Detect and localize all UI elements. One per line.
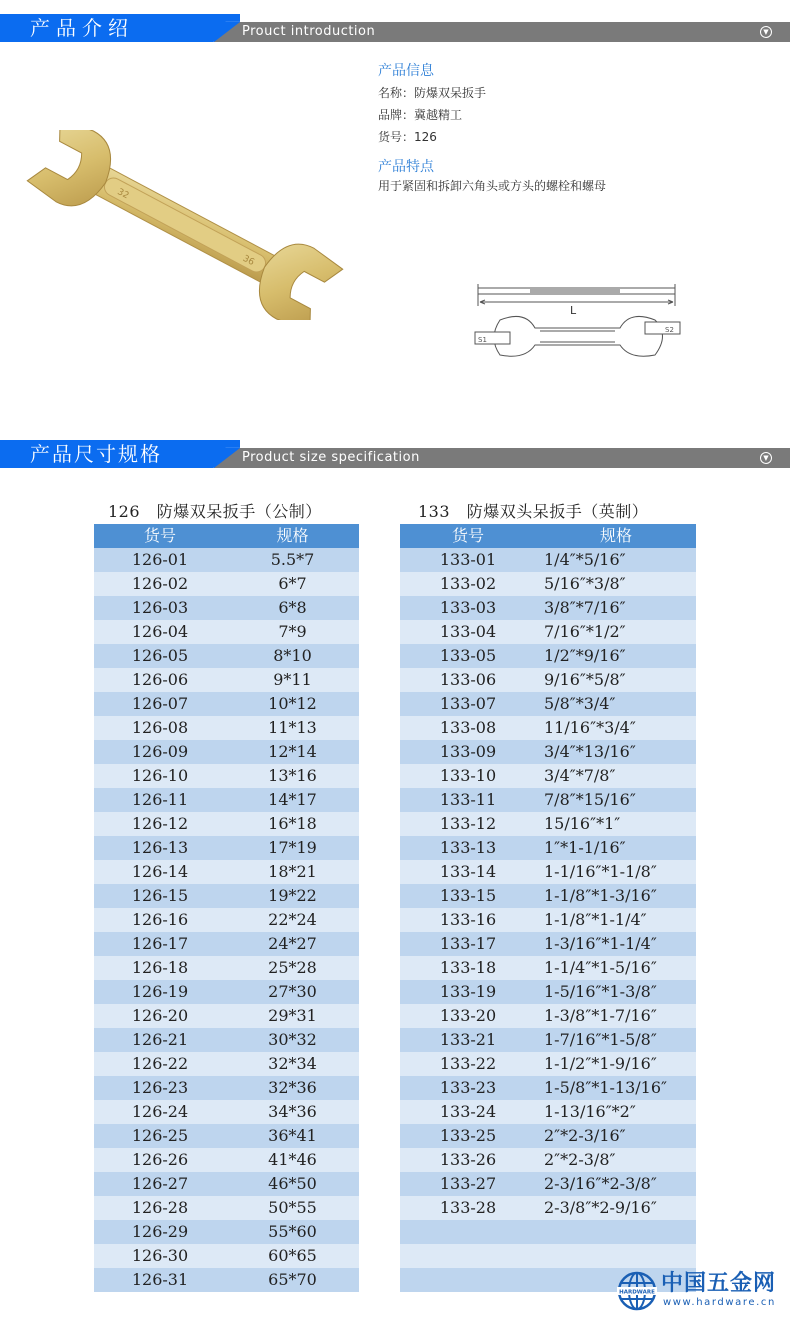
cell-spec: 25*28 bbox=[268, 958, 317, 977]
column-header-spec: 规格 bbox=[599, 526, 632, 545]
section-title-cn: 产品尺寸规格 bbox=[30, 442, 162, 466]
table-row bbox=[94, 548, 359, 572]
table-row bbox=[400, 932, 696, 956]
cell-spec: 10*12 bbox=[268, 694, 317, 713]
cell-item-no: 133-01 bbox=[439, 550, 497, 569]
cell-spec: 1-5/8″*1-13/16″ bbox=[544, 1078, 667, 1097]
cell-spec: 12*14 bbox=[268, 742, 317, 761]
cell-item-no: 133-24 bbox=[439, 1102, 497, 1121]
cell-item-no: 133-23 bbox=[439, 1078, 497, 1097]
cell-item-no: 126-01 bbox=[131, 550, 189, 569]
table-body bbox=[400, 548, 696, 1292]
cell-item-no: 133-08 bbox=[439, 718, 497, 737]
cell-spec: 1-1/8″*1-1/4″ bbox=[544, 910, 647, 929]
cell-spec: 5.5*7 bbox=[270, 550, 315, 569]
cell-spec: 2-3/16″*2-3/8″ bbox=[544, 1174, 657, 1193]
section-title-en: Prouct introduction bbox=[242, 24, 376, 39]
hardware-cn-logo bbox=[617, 1271, 782, 1313]
table-row bbox=[400, 692, 696, 716]
table-row bbox=[400, 740, 696, 764]
table-header bbox=[94, 524, 359, 548]
table-row bbox=[94, 908, 359, 932]
cell-item-no: 133-25 bbox=[439, 1126, 497, 1145]
table-row bbox=[400, 572, 696, 596]
table-row bbox=[400, 812, 696, 836]
table-row bbox=[94, 740, 359, 764]
cell-item-no: 133-09 bbox=[439, 742, 497, 761]
table-row bbox=[94, 1268, 359, 1292]
cell-item-no: 133-26 bbox=[439, 1150, 497, 1169]
table-row bbox=[400, 1028, 696, 1052]
table-row bbox=[94, 644, 359, 668]
svg-text:S2: S2 bbox=[665, 326, 674, 334]
cell-item-no: 133-11 bbox=[439, 790, 497, 809]
cell-item-no: 133-14 bbox=[439, 862, 497, 881]
column-header-item-no: 货号 bbox=[451, 526, 484, 545]
section-header-intro bbox=[0, 14, 790, 44]
cell-spec: 50*55 bbox=[268, 1198, 317, 1217]
table-row bbox=[400, 1172, 696, 1196]
cell-spec: 1/2″*9/16″ bbox=[544, 646, 626, 665]
table-body bbox=[94, 548, 359, 1292]
table-row bbox=[400, 980, 696, 1004]
cell-spec: 1-1/16″*1-1/8″ bbox=[544, 862, 657, 881]
cell-item-no: 126-09 bbox=[131, 742, 189, 761]
cell-item-no: 133-06 bbox=[439, 670, 497, 689]
cell-item-no: 133-07 bbox=[439, 694, 497, 713]
cell-spec: 46*50 bbox=[268, 1174, 317, 1193]
cell-spec: 32*34 bbox=[268, 1054, 317, 1073]
cell-item-no bbox=[400, 1244, 536, 1268]
table-row bbox=[94, 1052, 359, 1076]
cell-spec: 1-1/2″*1-9/16″ bbox=[544, 1054, 657, 1073]
cell-spec: 2″*2-3/16″ bbox=[544, 1126, 626, 1145]
cell-item-no: 133-02 bbox=[439, 574, 497, 593]
cell-item-no: 126-29 bbox=[131, 1222, 189, 1241]
cell-item-no: 126-20 bbox=[131, 1006, 189, 1025]
cell-item-no: 126-18 bbox=[131, 958, 189, 977]
svg-text:32: 32 bbox=[115, 187, 131, 202]
cell-item-no: 126-27 bbox=[131, 1174, 189, 1193]
table-row bbox=[400, 1076, 696, 1100]
cell-spec: 7*9 bbox=[278, 622, 307, 641]
cell-spec: 36*41 bbox=[268, 1126, 317, 1145]
cell-spec: 1-3/8″*1-7/16″ bbox=[544, 1006, 657, 1025]
cell-item-no: 126-03 bbox=[131, 598, 189, 617]
table-row bbox=[400, 908, 696, 932]
cell-spec: 19*22 bbox=[268, 886, 317, 905]
cell-spec: 16*18 bbox=[268, 814, 317, 833]
cell-spec: 2″*2-3/8″ bbox=[544, 1150, 616, 1169]
cell-spec: 30*32 bbox=[268, 1030, 317, 1049]
product-brand: 品牌：冀越精工 bbox=[378, 108, 463, 122]
cell-item-no: 126-13 bbox=[131, 838, 189, 857]
cell-spec: 5/8″*3/4″ bbox=[544, 694, 616, 713]
cell-spec: 9*11 bbox=[273, 670, 312, 689]
table-row bbox=[400, 1124, 696, 1148]
cell-item-no: 133-05 bbox=[439, 646, 497, 665]
cell-item-no: 126-02 bbox=[131, 574, 189, 593]
table-row bbox=[94, 1076, 359, 1100]
cell-item-no: 126-11 bbox=[131, 790, 189, 809]
cell-item-no: 133-21 bbox=[439, 1030, 497, 1049]
cell-spec: 8*10 bbox=[273, 646, 312, 665]
cell-item-no: 133-28 bbox=[439, 1198, 497, 1217]
table-row bbox=[94, 692, 359, 716]
product-item-no: 货号：126 bbox=[378, 130, 437, 144]
table-row bbox=[94, 1028, 359, 1052]
table-row bbox=[400, 956, 696, 980]
globe-icon bbox=[617, 1271, 657, 1311]
product-info-heading: 产品信息 bbox=[378, 63, 434, 79]
chevron-circle-down-icon[interactable]: ▼ bbox=[760, 452, 772, 464]
product-info bbox=[378, 60, 606, 194]
cell-item-no: 133-12 bbox=[439, 814, 497, 833]
cell-item-no: 126-07 bbox=[131, 694, 189, 713]
table-row bbox=[400, 1148, 696, 1172]
cell-item-no: 133-18 bbox=[439, 958, 497, 977]
cell-spec: 11/16″*3/4″ bbox=[544, 718, 636, 737]
cell-spec: 27*30 bbox=[268, 982, 317, 1001]
cell-item-no: 133-13 bbox=[439, 838, 497, 857]
cell-spec: 22*24 bbox=[268, 910, 317, 929]
cell-spec: 17*19 bbox=[268, 838, 317, 857]
cell-item-no: 126-12 bbox=[131, 814, 189, 833]
cell-item-no: 133-17 bbox=[439, 934, 497, 953]
cell-spec: 9/16″*5/8″ bbox=[544, 670, 626, 689]
cell-spec: 6*7 bbox=[278, 574, 307, 593]
table-row bbox=[400, 1100, 696, 1124]
cell-spec bbox=[536, 1220, 696, 1244]
column-header-spec: 规格 bbox=[276, 526, 309, 545]
cell-spec: 29*31 bbox=[268, 1006, 317, 1025]
cell-item-no: 126-10 bbox=[131, 766, 189, 785]
table-row bbox=[400, 716, 696, 740]
table-row bbox=[94, 572, 359, 596]
table-header bbox=[400, 524, 696, 548]
column-header-item-no: 货号 bbox=[143, 526, 176, 545]
cell-item-no: 126-04 bbox=[131, 622, 189, 641]
cell-spec: 7/16″*1/2″ bbox=[544, 622, 626, 641]
cell-spec: 1-5/16″*1-3/8″ bbox=[544, 982, 657, 1001]
table-row bbox=[94, 1004, 359, 1028]
cell-item-no: 133-16 bbox=[439, 910, 497, 929]
table-row bbox=[94, 836, 359, 860]
cell-item-no: 126-26 bbox=[131, 1150, 189, 1169]
svg-text:36: 36 bbox=[240, 253, 256, 269]
cell-spec: 5/16″*3/8″ bbox=[544, 574, 626, 593]
table-row bbox=[94, 932, 359, 956]
cell-spec: 1″*1-1/16″ bbox=[544, 838, 626, 857]
cell-spec: 3/4″*13/16″ bbox=[544, 742, 636, 761]
logo-name: 中国五金网 bbox=[661, 1271, 777, 1296]
table-row bbox=[400, 620, 696, 644]
table-row bbox=[94, 812, 359, 836]
cell-item-no: 126-30 bbox=[131, 1246, 189, 1265]
cell-spec: 6*8 bbox=[278, 598, 307, 617]
table-row bbox=[400, 1052, 696, 1076]
cell-spec: 1-7/16″*1-5/8″ bbox=[544, 1030, 657, 1049]
logo-url: www.hardware.cn bbox=[663, 1297, 776, 1308]
table-row bbox=[94, 1172, 359, 1196]
cell-spec: 41*46 bbox=[268, 1150, 317, 1169]
product-features: 用于紧固和拆卸六角头或方头的螺栓和螺母 bbox=[378, 179, 607, 193]
table-row bbox=[94, 668, 359, 692]
cell-item-no: 126-06 bbox=[131, 670, 189, 689]
cell-spec: 3/4″*7/8″ bbox=[544, 766, 616, 785]
product-features-heading: 产品特点 bbox=[378, 159, 434, 175]
cell-spec: 24*27 bbox=[268, 934, 317, 953]
table-row bbox=[400, 644, 696, 668]
chevron-circle-down-icon[interactable]: ▼ bbox=[760, 26, 772, 38]
cell-spec: 3/8″*7/16″ bbox=[544, 598, 626, 617]
cell-item-no: 133-27 bbox=[439, 1174, 497, 1193]
cell-spec: 18*21 bbox=[268, 862, 317, 881]
table-row bbox=[94, 1244, 359, 1268]
table-row bbox=[94, 1100, 359, 1124]
dimension-diagram bbox=[470, 280, 685, 365]
cell-spec: 1-1/8″*1-3/16″ bbox=[544, 886, 657, 905]
section-title-en: Product size specification bbox=[242, 450, 420, 465]
table-row bbox=[94, 956, 359, 980]
cell-spec: 1-13/16″*2″ bbox=[544, 1102, 636, 1121]
cell-spec: 1-3/16″*1-1/4″ bbox=[544, 934, 657, 953]
cell-item-no: 126-28 bbox=[131, 1198, 189, 1217]
table-caption: 126 防爆双呆扳手（公制） bbox=[108, 502, 322, 521]
wrench-photo bbox=[20, 130, 350, 320]
table-caption: 133 防爆双头呆扳手（英制） bbox=[418, 502, 649, 521]
section-header-spec bbox=[0, 440, 790, 470]
svg-text:HARDWARE: HARDWARE bbox=[619, 1289, 655, 1296]
table-row bbox=[94, 860, 359, 884]
cell-item-no: 126-16 bbox=[131, 910, 189, 929]
table-row bbox=[94, 1124, 359, 1148]
cell-item-no bbox=[400, 1268, 536, 1292]
cell-item-no bbox=[400, 1220, 536, 1244]
table-row bbox=[94, 1220, 359, 1244]
cell-spec: 65*70 bbox=[268, 1270, 317, 1289]
table-row bbox=[94, 788, 359, 812]
table-row bbox=[94, 884, 359, 908]
table-row bbox=[94, 764, 359, 788]
cell-item-no: 133-04 bbox=[439, 622, 497, 641]
cell-item-no: 126-14 bbox=[131, 862, 189, 881]
cell-spec: 34*36 bbox=[268, 1102, 317, 1121]
cell-spec bbox=[536, 1244, 696, 1268]
table-row bbox=[94, 716, 359, 740]
cell-item-no: 126-17 bbox=[131, 934, 189, 953]
table-row bbox=[400, 1220, 696, 1244]
svg-text:S1: S1 bbox=[478, 336, 487, 344]
table-row bbox=[400, 1196, 696, 1220]
cell-item-no: 126-19 bbox=[131, 982, 189, 1001]
cell-item-no: 126-23 bbox=[131, 1078, 189, 1097]
cell-spec: 2-3/8″*2-9/16″ bbox=[544, 1198, 657, 1217]
section-title-cn: 产品介绍 bbox=[30, 16, 134, 40]
table-row bbox=[94, 620, 359, 644]
table-row bbox=[400, 668, 696, 692]
cell-item-no: 133-10 bbox=[439, 766, 497, 785]
table-row bbox=[400, 548, 696, 572]
cell-item-no: 133-15 bbox=[439, 886, 497, 905]
table-row bbox=[94, 596, 359, 620]
table-row bbox=[400, 788, 696, 812]
cell-spec: 55*60 bbox=[268, 1222, 317, 1241]
imperial-spec-table bbox=[400, 500, 696, 1292]
cell-item-no: 126-08 bbox=[131, 718, 189, 737]
table-row bbox=[400, 884, 696, 908]
cell-spec: 60*65 bbox=[268, 1246, 317, 1265]
table-row bbox=[400, 1004, 696, 1028]
table-row bbox=[400, 1244, 696, 1268]
cell-item-no: 126-21 bbox=[131, 1030, 189, 1049]
cell-spec: 7/8″*15/16″ bbox=[544, 790, 636, 809]
cell-item-no: 126-15 bbox=[131, 886, 189, 905]
cell-spec: 32*36 bbox=[268, 1078, 317, 1097]
cell-spec: 15/16″*1″ bbox=[544, 814, 621, 833]
cell-spec: 1/4″*5/16″ bbox=[544, 550, 626, 569]
cell-spec: 1-1/4″*1-5/16″ bbox=[544, 958, 657, 977]
cell-item-no: 133-22 bbox=[439, 1054, 497, 1073]
cell-spec: 13*16 bbox=[268, 766, 317, 785]
table-row bbox=[94, 1148, 359, 1172]
cell-spec: 14*17 bbox=[268, 790, 317, 809]
table-row bbox=[94, 980, 359, 1004]
cell-item-no: 126-24 bbox=[131, 1102, 189, 1121]
cell-spec: 11*13 bbox=[268, 718, 317, 737]
cell-item-no: 126-25 bbox=[131, 1126, 189, 1145]
table-row bbox=[400, 836, 696, 860]
metric-spec-table bbox=[94, 500, 359, 1292]
cell-item-no: 126-31 bbox=[131, 1270, 189, 1289]
cell-item-no: 133-20 bbox=[439, 1006, 497, 1025]
table-row bbox=[94, 1196, 359, 1220]
cell-item-no: 133-03 bbox=[439, 598, 497, 617]
table-row bbox=[400, 860, 696, 884]
svg-text:L: L bbox=[570, 304, 577, 317]
cell-item-no: 126-05 bbox=[131, 646, 189, 665]
cell-item-no: 133-19 bbox=[439, 982, 497, 1001]
table-row bbox=[400, 764, 696, 788]
table-row bbox=[400, 596, 696, 620]
cell-item-no: 126-22 bbox=[131, 1054, 189, 1073]
product-name: 名称：防爆双呆扳手 bbox=[378, 86, 487, 100]
